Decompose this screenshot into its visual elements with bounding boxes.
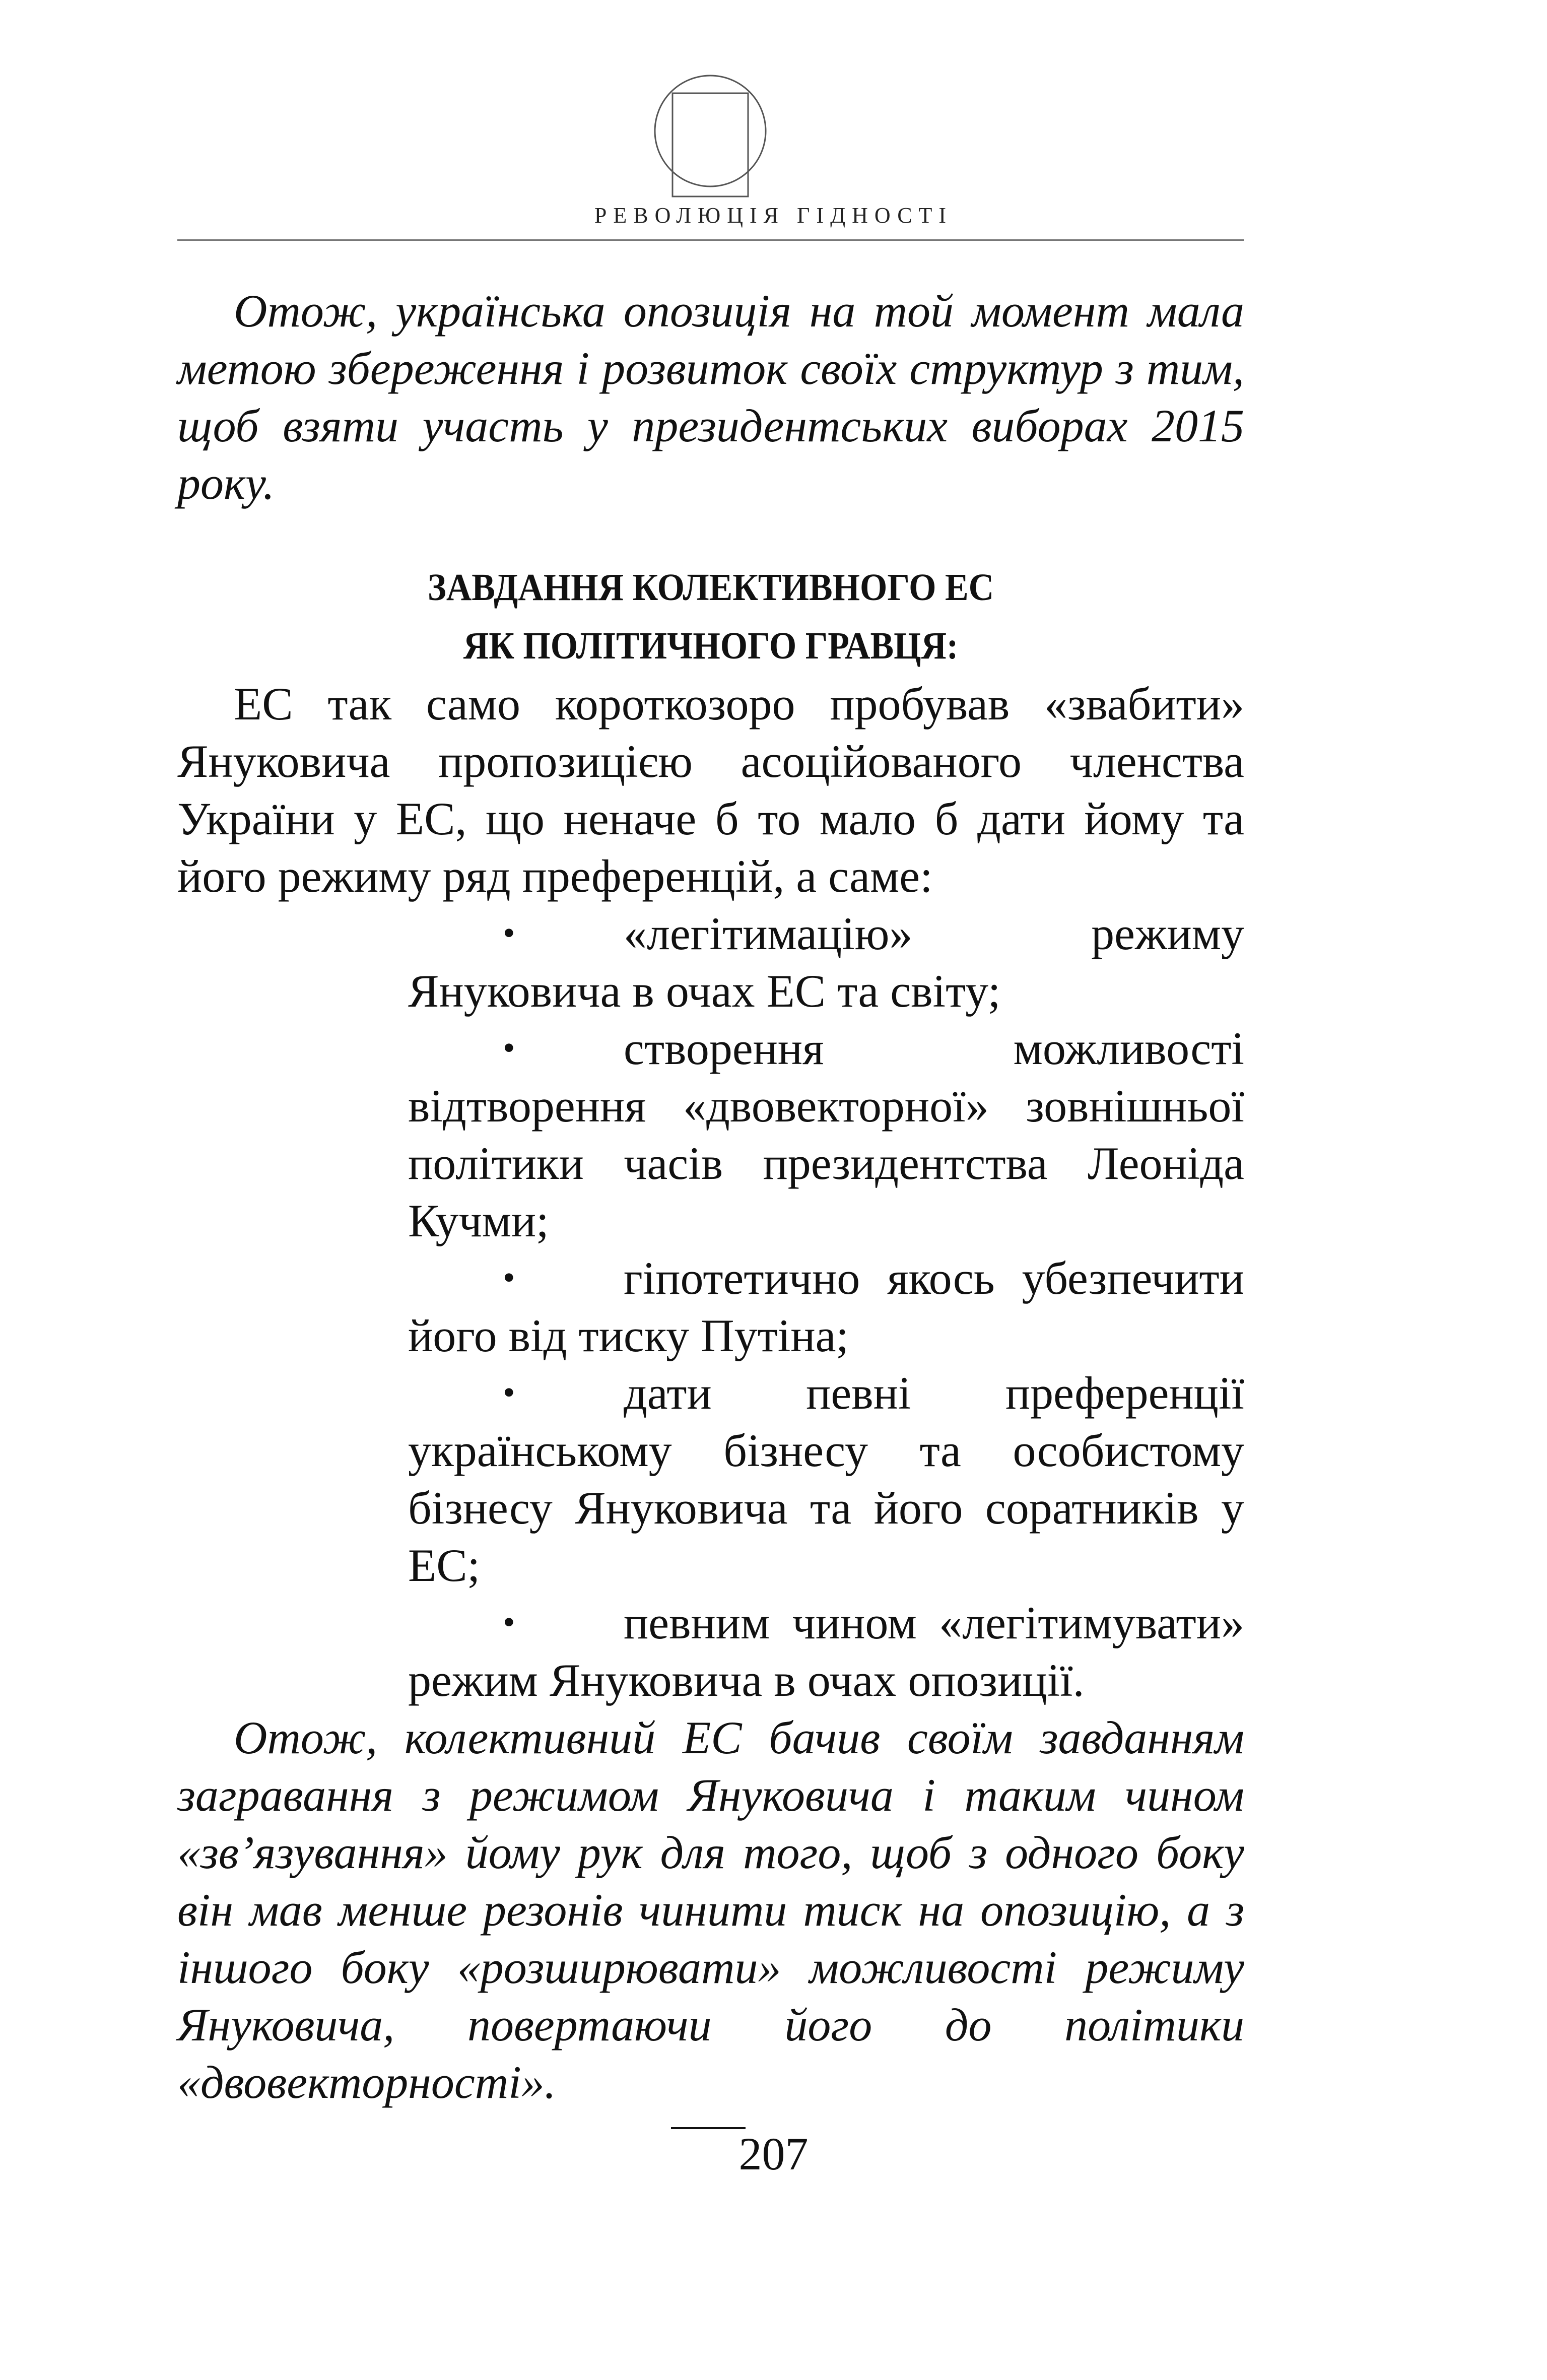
circle-square-emblem-icon <box>652 73 768 199</box>
section-heading <box>177 558 1244 675</box>
bullet-icon: • <box>503 1373 515 1412</box>
list-item-text: створення можливості відтворення «двовекторної» зовнішньої політики часів президентства Леоніда Кучми; <box>408 1023 1244 1246</box>
page-body <box>177 282 1244 2111</box>
bullet-icon: • <box>503 914 515 953</box>
paragraph-eu-offer: ЕС так само короткозоро пробував «звабити» Януковича пропозицією асоційованого членства України у ЕС, що неначе б то мало б дати йому та його режиму ряд преференцій, а саме: <box>177 678 1244 902</box>
header-divider <box>177 239 1244 241</box>
preferences-list <box>177 905 1244 1709</box>
list-item <box>408 1594 1244 1709</box>
list-item-text: дати певні преференції українському бізнесу та особистому бізнесу Януковича та його соратників у ЕС; <box>408 1367 1244 1591</box>
page-number: 207 <box>738 2128 809 2179</box>
list-item <box>408 1020 1244 1249</box>
bullet-icon: • <box>503 1259 515 1297</box>
bullet-icon: • <box>503 1029 515 1068</box>
list-item <box>408 905 1244 1020</box>
running-header: РЕВОЛЮЦІЯ ГІДНОСТІ <box>594 203 953 228</box>
list-item <box>408 1364 1244 1594</box>
list-item-text: певним чином «легітимувати» режим Януковича в очах опозиції. <box>408 1597 1244 1706</box>
section-heading-line-1: ЗАВДАННЯ КОЛЕКТИВНОГО ЕС <box>427 566 994 609</box>
paragraph-eu-task-conclusion: Отож, колективний ЕС бачив своїм завданням загравання з режимом Януковича і таким чином «зв’язування» йому рук для того, щоб з одного боку він мав менше резонів чинити тиск на опозицію, а з іншого боку «розширювати» можливості режиму Януковича, повертаючи його до політики «двовекторності». <box>177 1712 1244 2108</box>
section-heading-line-2: ЯК ПОЛІТИЧНОГО ГРАВЦЯ: <box>463 625 959 667</box>
list-item-text: гіпотетично якось убезпечити його від тиску Путіна; <box>408 1252 1244 1361</box>
list-item <box>408 1249 1244 1364</box>
bullet-icon: • <box>503 1603 515 1642</box>
list-item-text: «легітимацію» режиму Януковича в очах ЕС та світу; <box>408 908 1244 1017</box>
paragraph-opposition-goal: Отож, українська опозиція на той момент мала метою збереження і розвиток своїх структур з тим, щоб взяти участь у президентських виборах 2015 року. <box>177 285 1244 509</box>
